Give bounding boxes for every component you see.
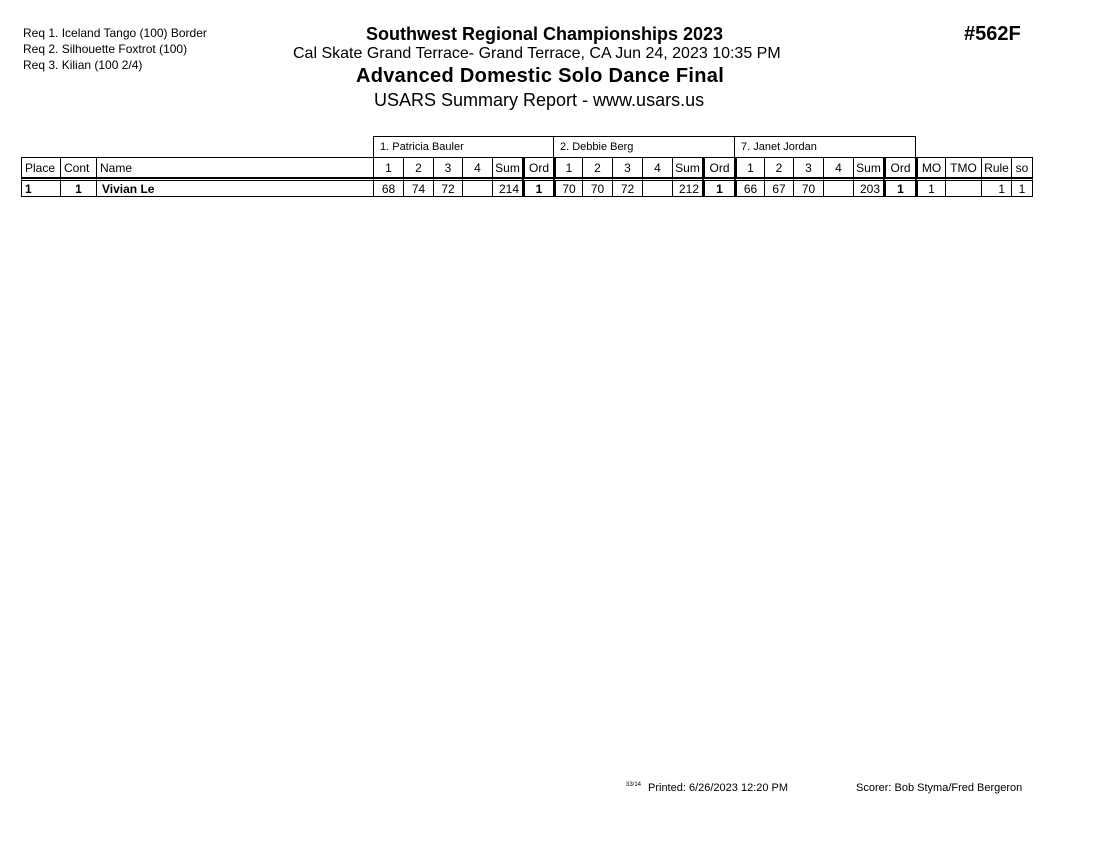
row-j3-score-4	[823, 178, 853, 197]
row-j1-score-4	[462, 178, 492, 197]
col-rule: Rule	[981, 157, 1011, 178]
judge-header-2: 2. Debbie Berg	[553, 136, 735, 157]
requirement-2: Req 2. Silhouette Foxtrot (100)	[23, 42, 188, 56]
col-cont: Cont	[60, 157, 96, 178]
row-j2-score-2: 70	[582, 178, 612, 197]
col-j3-sum: Sum	[853, 157, 883, 178]
col-j2-score-4: 4	[642, 157, 672, 178]
judge-header-3: 7. Janet Jordan	[734, 136, 916, 157]
row-skater-name: Vivian Le	[96, 178, 373, 197]
row-j3-score-1: 66	[734, 178, 764, 197]
col-tmo: TMO	[945, 157, 981, 178]
col-j2-ord: Ord	[702, 157, 734, 178]
row-j3-sum: 203	[853, 178, 883, 197]
col-place: Place	[21, 157, 60, 178]
footer-code: 33/14	[626, 782, 642, 788]
row-j1-score-2: 74	[403, 178, 433, 197]
row-j2-sum: 212	[672, 178, 702, 197]
col-j3-ord: Ord	[883, 157, 915, 178]
row-j3-score-2: 67	[764, 178, 793, 197]
col-j1-score-2: 2	[403, 157, 433, 178]
event-number: #562F	[964, 23, 1021, 45]
table-bottom-border	[21, 196, 1033, 197]
row-j3-score-3: 70	[793, 178, 823, 197]
col-j3-score-4: 4	[823, 157, 853, 178]
requirements-list	[23, 25, 207, 73]
col-j2-score-2: 2	[582, 157, 612, 178]
row-place: 1	[21, 178, 60, 197]
col-j1-score-3: 3	[433, 157, 462, 178]
row-j3-ord: 1	[883, 178, 915, 197]
row-j2-score-1: 70	[553, 178, 582, 197]
judge-header-1: 1. Patricia Bauler	[373, 136, 554, 157]
row-j2-ord: 1	[702, 178, 734, 197]
col-j2-score-1: 1	[553, 157, 582, 178]
col-name: Name	[96, 157, 373, 178]
col-j2-score-3: 3	[612, 157, 642, 178]
col-j3-score-3: 3	[793, 157, 823, 178]
location-date: Cal Skate Grand Terrace- Grand Terrace, CA Jun 24, 2023 10:35 PM	[293, 45, 781, 62]
requirement-3: Req 3. Kilian (100 2/4)	[23, 58, 143, 72]
scorer-names: Scorer: Bob Styma/Fred Bergeron	[856, 782, 1023, 794]
col-j1-sum: Sum	[492, 157, 522, 178]
row-j1-ord: 1	[522, 178, 553, 197]
col-j3-score-2: 2	[764, 157, 793, 178]
row-cont: 1	[60, 178, 96, 197]
col-mo: MO	[915, 157, 945, 178]
event-name: Advanced Domestic Solo Dance Final	[356, 65, 725, 87]
col-so: so	[1011, 157, 1033, 178]
printed-timestamp: Printed: 6/26/2023 12:20 PM	[648, 782, 789, 794]
row-rule: 1	[981, 178, 1011, 197]
row-mo: 1	[915, 178, 945, 197]
row-so: 1	[1011, 178, 1033, 197]
row-j2-score-4	[642, 178, 672, 197]
row-j1-sum: 214	[492, 178, 522, 197]
row-j1-score-3: 72	[433, 178, 462, 197]
col-j3-score-1: 1	[734, 157, 764, 178]
col-j2-sum: Sum	[672, 157, 702, 178]
row-j1-score-1: 68	[373, 178, 403, 197]
report-title: USARS Summary Report - www.usars.us	[374, 90, 705, 110]
col-j1-score-4: 4	[462, 157, 492, 178]
row-tmo	[945, 178, 981, 197]
competition-title: Southwest Regional Championships 2023	[366, 24, 724, 44]
col-j1-score-1: 1	[373, 157, 403, 178]
col-j1-ord: Ord	[522, 157, 553, 178]
requirement-1: Req 1. Iceland Tango (100) Border	[23, 26, 207, 40]
row-j2-score-3: 72	[612, 178, 642, 197]
